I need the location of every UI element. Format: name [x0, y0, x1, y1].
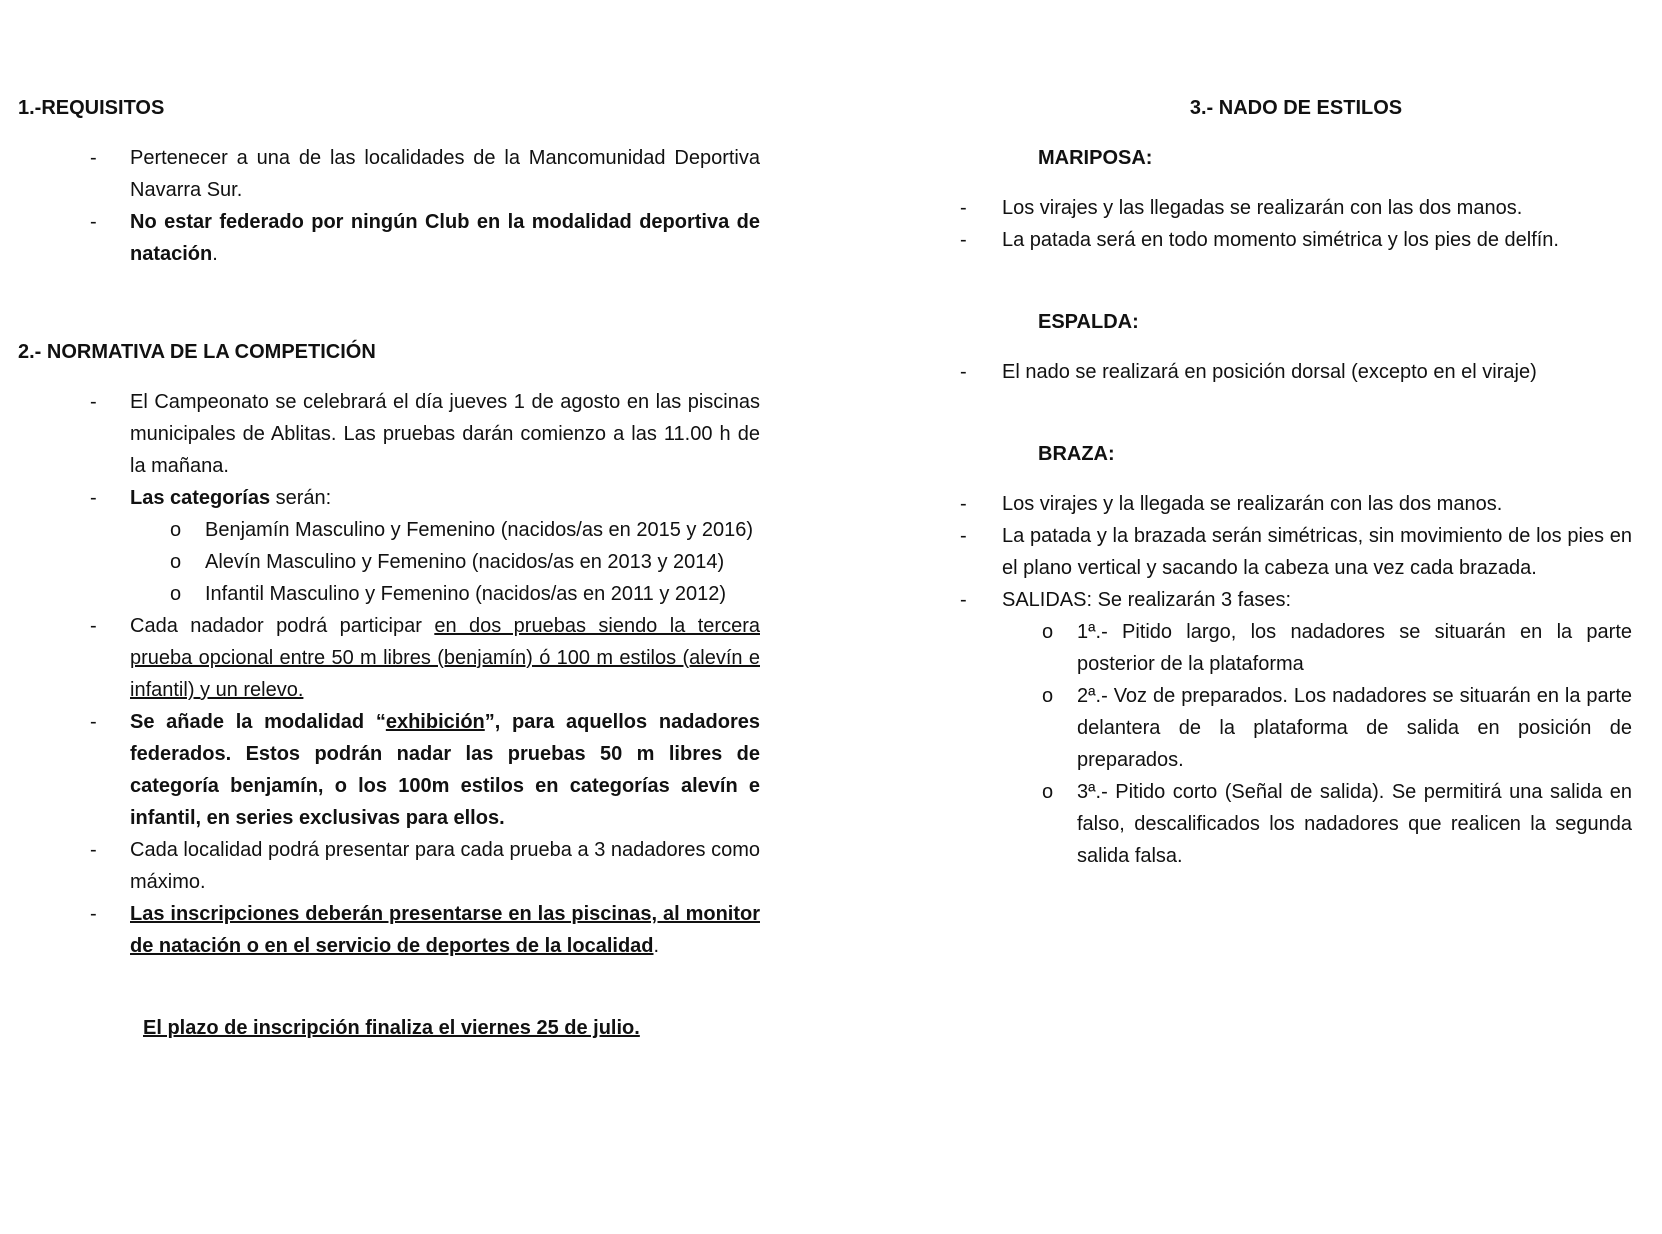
list-item: - No estar federado por ningún Club en la modalidad deportiva de natación. — [18, 206, 760, 270]
category-item: o Infantil Masculino y Femenino (nacidos/as en 2011 y 2012) — [130, 578, 760, 610]
dash-bullet: - — [90, 615, 97, 637]
list-item: - Los virajes y la llegada se realizarán con las dos manos. — [960, 488, 1632, 520]
deadline-note: El plazo de inscripción finaliza el viernes 25 de julio. — [143, 1017, 640, 1039]
dash-bullet: - — [960, 361, 967, 383]
list-item: - Las categorías serán: o Benjamín Masculino y Femenino (nacidos/as en 2015 y 2016) o Alevín Masculino y Femenino (nacidos/as en 2013 y 2014) o Infantil Masculino y Femenino (nacidos/as en 2011 y 2012) — [18, 482, 760, 610]
dash-bullet: - — [90, 391, 97, 413]
mariposa-title: MARIPOSA: — [1038, 147, 1153, 169]
dash-bullet: - — [90, 711, 97, 733]
normativa-list — [18, 386, 760, 962]
dash-bullet: - — [90, 487, 97, 509]
braza-title: BRAZA: — [1038, 443, 1115, 465]
list-item: - El Campeonato se celebrará el día jueves 1 de agosto en las piscinas municipales de Ablitas. Las pruebas darán comienzo a las 11.00 h de la mañana. — [18, 386, 760, 482]
phase-item: o 3ª.- Pitido corto (Señal de salida). Se permitirá una salida en falso, descalificados los nadadores que realicen la segunda salida falsa. — [1002, 776, 1632, 872]
dash-bullet: - — [960, 525, 967, 547]
list-item: - SALIDAS: Se realizarán 3 fases: o 1ª.- Pitido largo, los nadadores se situarán en la parte posterior de la plataforma o 2ª.- Voz de preparados. Los nadadores se situarán en la parte delantera de la plataforma de salida en posición de preparados. o 3ª.- Pitido corto (Señal de salida). Se permitirá una salida en falso, descalificados los nadadores que realicen la segunda salida falsa. — [960, 584, 1632, 872]
dash-bullet: - — [90, 839, 97, 861]
list-item: - Cada localidad podrá presentar para cada prueba a 3 nadadores como máximo. — [18, 834, 760, 898]
phase-item: o 1ª.- Pitido largo, los nadadores se situarán en la parte posterior de la plataforma — [1002, 616, 1632, 680]
list-item: - La patada será en todo momento simétrica y los pies de delfín. — [960, 224, 1632, 256]
dash-bullet: - — [960, 493, 967, 515]
category-item: o Alevín Masculino y Femenino (nacidos/as en 2013 y 2014) — [130, 546, 760, 578]
phase-item: o 2ª.- Voz de preparados. Los nadadores se situarán en la parte delantera de la plataforma de salida en posición de preparados. — [1002, 680, 1632, 776]
circle-bullet: o — [1042, 621, 1054, 643]
dash-bullet: - — [960, 229, 967, 251]
categories-list — [130, 514, 760, 610]
list-item: - Los virajes y las llegadas se realizarán con las dos manos. — [960, 192, 1632, 224]
dash-bullet: - — [960, 197, 967, 219]
phases-list — [1002, 616, 1632, 872]
circle-bullet: o — [170, 519, 182, 541]
list-item: - La patada y la brazada serán simétricas, sin movimiento de los pies en el plano vertical y sacando la cabeza una vez cada brazada. — [960, 520, 1632, 584]
dash-bullet: - — [90, 147, 97, 169]
list-item: - El nado se realizará en posición dorsal (excepto en el viraje) — [960, 356, 1632, 388]
left-column — [18, 92, 760, 1044]
dash-bullet: - — [90, 903, 97, 925]
espalda-title: ESPALDA: — [1038, 311, 1139, 333]
espalda-list — [960, 356, 1632, 388]
list-item: - Las inscripciones deberán presentarse en las piscinas, al monitor de natación o en el servicio de deportes de la localidad. — [18, 898, 760, 962]
section-normativa-title: 2.- NORMATIVA DE LA COMPETICIÓN — [18, 341, 376, 363]
section-estilos-title: 3.- NADO DE ESTILOS — [1189, 97, 1403, 119]
circle-bullet: o — [1042, 781, 1054, 803]
requisitos-list — [18, 142, 760, 270]
list-item: - Cada nadador podrá participar en dos pruebas siendo la tercera prueba opcional entre 50 m libres (benjamín) ó 100 m estilos (alevín e infantil) y un relevo. — [18, 610, 760, 706]
dash-bullet: - — [960, 589, 967, 611]
category-item: o Benjamín Masculino y Femenino (nacidos/as en 2015 y 2016) — [130, 514, 760, 546]
circle-bullet: o — [170, 551, 182, 573]
dash-bullet: - — [90, 211, 97, 233]
right-column — [960, 92, 1632, 872]
circle-bullet: o — [170, 583, 182, 605]
list-item: - Se añade la modalidad “exhibición”, para aquellos nadadores federados. Estos podrán nadar las pruebas 50 m libres de categoría benjamín, o los 100m estilos en categorías alevín e infantil, en series exclusivas para ellos. — [18, 706, 760, 834]
list-item: - Pertenecer a una de las localidades de la Mancomunidad Deportiva Navarra Sur. — [18, 142, 760, 206]
braza-list — [960, 488, 1632, 872]
mariposa-list — [960, 192, 1632, 256]
section-requisitos-title: 1.-REQUISITOS — [18, 97, 165, 119]
circle-bullet: o — [1042, 685, 1054, 707]
